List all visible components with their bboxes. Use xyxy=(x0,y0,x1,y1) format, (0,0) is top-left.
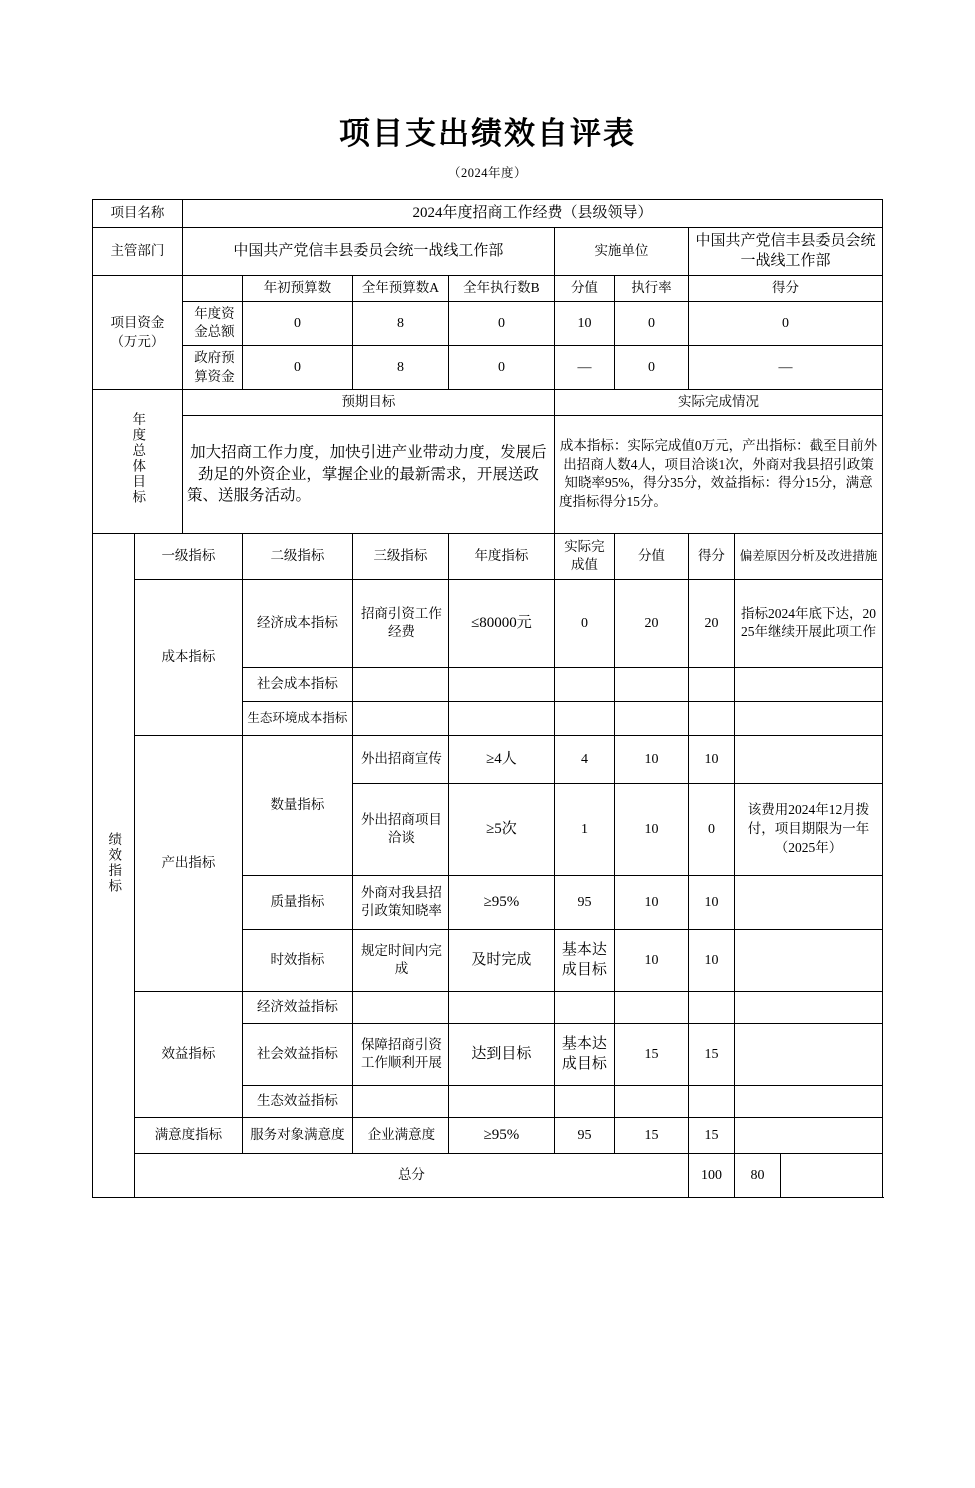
expected-goal-text: 加大招商工作力度，加快引进产业带动力度，发展后劲足的外资企业，掌握企业的最新需求，开展送政策、送服务活动。 xyxy=(182,415,554,533)
perf-g2-r1-target: 达到目标 xyxy=(448,1023,554,1085)
perf-g2-r1-level3: 保障招商引资工作顺利开展 xyxy=(352,1023,448,1085)
perf-g2-r2-point xyxy=(688,1085,734,1117)
table-row-benefit-1 xyxy=(92,991,882,1023)
perf-g3-r0-level3: 企业满意度 xyxy=(352,1117,448,1153)
perf-g2-r0-deviation xyxy=(734,991,882,1023)
perf-g1-r2-level2: 质量指标 xyxy=(242,875,352,929)
funds-row0-begin: 0 xyxy=(242,301,352,345)
funds-row0-point: 0 xyxy=(688,301,882,345)
perf-g0-level1: 成本指标 xyxy=(134,579,242,735)
funds-col-begin: 年初预算数 xyxy=(242,276,352,302)
total-label: 总分 xyxy=(134,1153,688,1197)
perf-g1-r1-score: 10 xyxy=(614,783,688,875)
funds-row0-rate: 0 xyxy=(614,301,688,345)
perf-g1-r0-target: ≥4人 xyxy=(448,735,554,783)
perf-g2-r1-score: 15 xyxy=(614,1023,688,1085)
perf-g1-r0-score: 10 xyxy=(614,735,688,783)
perf-g1-r0-level2: 数量指标 xyxy=(242,735,352,875)
perf-g2-r1-deviation xyxy=(734,1023,882,1085)
perf-g0-r2-level3 xyxy=(352,701,448,735)
perf-g2-r2-target xyxy=(448,1085,554,1117)
table-row-funds-budget xyxy=(92,345,882,389)
perf-col-actual: 实际完成值 xyxy=(554,533,614,579)
perf-g3-r0-level2: 服务对象满意度 xyxy=(242,1117,352,1153)
total-point: 80 xyxy=(734,1153,780,1197)
funds-row0-score: 10 xyxy=(554,301,614,345)
perf-g1-r3-score: 10 xyxy=(614,929,688,991)
perf-col-level1: 一级指标 xyxy=(134,533,242,579)
perf-g0-r1-point xyxy=(688,667,734,701)
project-name-value: 2024年度招商工作经费（县级领导） xyxy=(182,200,882,228)
perf-g0-r0-point: 20 xyxy=(688,579,734,667)
funds-col-point: 得分 xyxy=(688,276,882,302)
perf-g0-r0-level3: 招商引资工作经费 xyxy=(352,579,448,667)
funds-row0-year-a: 8 xyxy=(352,301,448,345)
funds-col-score: 分值 xyxy=(554,276,614,302)
perf-g1-r3-point: 10 xyxy=(688,929,734,991)
page-title: 项目支出绩效自评表 xyxy=(339,116,636,151)
perf-g2-r0-actual xyxy=(554,991,614,1023)
perf-g0-r2-deviation xyxy=(734,701,882,735)
perf-g0-r2-actual xyxy=(554,701,614,735)
perf-col-level3: 三级指标 xyxy=(352,533,448,579)
perf-g2-level1: 效益指标 xyxy=(134,991,242,1117)
table-row-department xyxy=(92,227,882,275)
table-row-output-1 xyxy=(92,735,882,783)
total-score: 100 xyxy=(688,1153,734,1197)
table-row-total xyxy=(92,1153,882,1197)
perf-g1-r1-deviation: 该费用2024年12月拨付，项目期限为一年（2025年） xyxy=(734,783,882,875)
perf-g1-r2-actual: 95 xyxy=(554,875,614,929)
perf-label-text: 绩效指标 xyxy=(106,831,122,894)
funds-row0-name: 年度资金总额 xyxy=(182,301,242,345)
funds-row1-name: 政府预算资金 xyxy=(182,345,242,389)
perf-label xyxy=(92,533,134,1197)
dept-label: 主管部门 xyxy=(92,227,182,275)
table-row-project-name xyxy=(92,200,882,228)
perf-g2-r2-score xyxy=(614,1085,688,1117)
table-row-funds-total xyxy=(92,301,882,345)
perf-g1-r2-deviation xyxy=(734,875,882,929)
perf-g1-r2-level3: 外商对我县招引政策知晓率 xyxy=(352,875,448,929)
funds-label xyxy=(92,276,182,390)
funds-unit-text: （万元） xyxy=(110,333,165,349)
document-page xyxy=(0,108,975,1488)
actual-goal-text: 成本指标：实际完成值0万元，产出指标：截至目前外出招商人数4人，项目洽谈1次，外商对我县招引政策知晓率95%，得分35分，效益指标：得分15分，满意度指标得分15分。 xyxy=(554,415,882,533)
dept-value: 中国共产党信丰县委员会统一战线工作部 xyxy=(182,227,554,275)
perf-g1-r3-deviation xyxy=(734,929,882,991)
impl-label: 实施单位 xyxy=(554,227,688,275)
perf-g2-r0-score xyxy=(614,991,688,1023)
perf-g2-r2-level3 xyxy=(352,1085,448,1117)
funds-col-exec-b: 全年执行数B xyxy=(448,276,554,302)
annual-goal-label-text: 年度总体目标 xyxy=(130,412,146,506)
page-subtitle: （2024年度） xyxy=(447,166,527,180)
perf-col-year-target: 年度指标 xyxy=(448,533,554,579)
perf-g1-r1-target: ≥5次 xyxy=(448,783,554,875)
perf-g1-r2-score: 10 xyxy=(614,875,688,929)
perf-g1-r2-target: ≥95% xyxy=(448,875,554,929)
perf-g3-r0-point: 15 xyxy=(688,1117,734,1153)
perf-g0-r0-deviation: 指标2024年底下达，2025年继续开展此项工作 xyxy=(734,579,882,667)
project-name-label: 项目名称 xyxy=(92,200,182,228)
perf-col-deviation: 偏差原因分析及改进措施 xyxy=(734,533,882,579)
funds-row1-score: — xyxy=(554,345,614,389)
perf-g1-r0-point: 10 xyxy=(688,735,734,783)
perf-g2-r1-point: 15 xyxy=(688,1023,734,1085)
funds-row1-rate: 0 xyxy=(614,345,688,389)
perf-g2-r0-level2: 经济效益指标 xyxy=(242,991,352,1023)
perf-g0-r0-level2: 经济成本指标 xyxy=(242,579,352,667)
perf-g1-r3-target: 及时完成 xyxy=(448,929,554,991)
table-row-perf-header xyxy=(92,533,882,579)
funds-col-blank xyxy=(182,276,242,302)
perf-col-level2: 二级指标 xyxy=(242,533,352,579)
table-row-satisfaction xyxy=(92,1117,882,1153)
perf-g3-level1: 满意度指标 xyxy=(134,1117,242,1153)
perf-g0-r1-level2: 社会成本指标 xyxy=(242,667,352,701)
perf-g0-r0-actual: 0 xyxy=(554,579,614,667)
perf-g0-r1-deviation xyxy=(734,667,882,701)
table-row-goals-body xyxy=(92,415,882,533)
perf-g2-r1-level2: 社会效益指标 xyxy=(242,1023,352,1085)
perf-g2-r0-point xyxy=(688,991,734,1023)
perf-g0-r0-target: ≤80000元 xyxy=(448,579,554,667)
perf-g1-r3-level3: 规定时间内完成 xyxy=(352,929,448,991)
perf-g1-r0-deviation xyxy=(734,735,882,783)
perf-g1-level1: 产出指标 xyxy=(134,735,242,991)
funds-row1-point: — xyxy=(688,345,882,389)
perf-g0-r1-score xyxy=(614,667,688,701)
perf-g0-r1-target xyxy=(448,667,554,701)
perf-g0-r2-score xyxy=(614,701,688,735)
expected-goal-header: 预期目标 xyxy=(182,390,554,416)
funds-row1-exec-b: 0 xyxy=(448,345,554,389)
performance-self-evaluation-table xyxy=(92,199,883,1198)
perf-g1-r3-actual: 基本达成目标 xyxy=(554,929,614,991)
perf-g2-r2-deviation xyxy=(734,1085,882,1117)
table-row-goals-header xyxy=(92,390,882,416)
perf-g3-r0-target: ≥95% xyxy=(448,1117,554,1153)
perf-col-score: 分值 xyxy=(614,533,688,579)
perf-g0-r2-target xyxy=(448,701,554,735)
perf-g2-r0-target xyxy=(448,991,554,1023)
funds-col-rate: 执行率 xyxy=(614,276,688,302)
table-row-cost-1 xyxy=(92,579,882,667)
funds-label-text: 项目资金 xyxy=(110,315,165,330)
perf-g0-r0-score: 20 xyxy=(614,579,688,667)
perf-g0-r2-point xyxy=(688,701,734,735)
funds-col-year-a: 全年预算数A xyxy=(352,276,448,302)
total-deviation xyxy=(780,1153,882,1197)
actual-goal-header: 实际完成情况 xyxy=(554,390,882,416)
perf-g0-r1-level3 xyxy=(352,667,448,701)
funds-row1-begin: 0 xyxy=(242,345,352,389)
perf-g2-r0-level3 xyxy=(352,991,448,1023)
table-row-funds-header xyxy=(92,276,882,302)
perf-g3-r0-actual: 95 xyxy=(554,1117,614,1153)
perf-g2-r2-actual xyxy=(554,1085,614,1117)
perf-g0-r2-level2: 生态环境成本指标 xyxy=(242,701,352,735)
perf-g0-r1-actual xyxy=(554,667,614,701)
perf-g1-r0-actual: 4 xyxy=(554,735,614,783)
funds-row1-year-a: 8 xyxy=(352,345,448,389)
perf-g1-r1-actual: 1 xyxy=(554,783,614,875)
perf-g2-r2-level2: 生态效益指标 xyxy=(242,1085,352,1117)
perf-g2-r1-actual: 基本达成目标 xyxy=(554,1023,614,1085)
perf-g3-r0-deviation xyxy=(734,1117,882,1153)
annual-goal-label xyxy=(92,390,182,534)
perf-col-point: 得分 xyxy=(688,533,734,579)
perf-g1-r1-level3: 外出招商项目洽谈 xyxy=(352,783,448,875)
perf-g1-r1-point: 0 xyxy=(688,783,734,875)
perf-g3-r0-score: 15 xyxy=(614,1117,688,1153)
funds-row0-exec-b: 0 xyxy=(448,301,554,345)
perf-g1-r2-point: 10 xyxy=(688,875,734,929)
perf-g1-r0-level3: 外出招商宣传 xyxy=(352,735,448,783)
perf-g1-r3-level2: 时效指标 xyxy=(242,929,352,991)
impl-value: 中国共产党信丰县委员会统一战线工作部 xyxy=(688,227,882,275)
